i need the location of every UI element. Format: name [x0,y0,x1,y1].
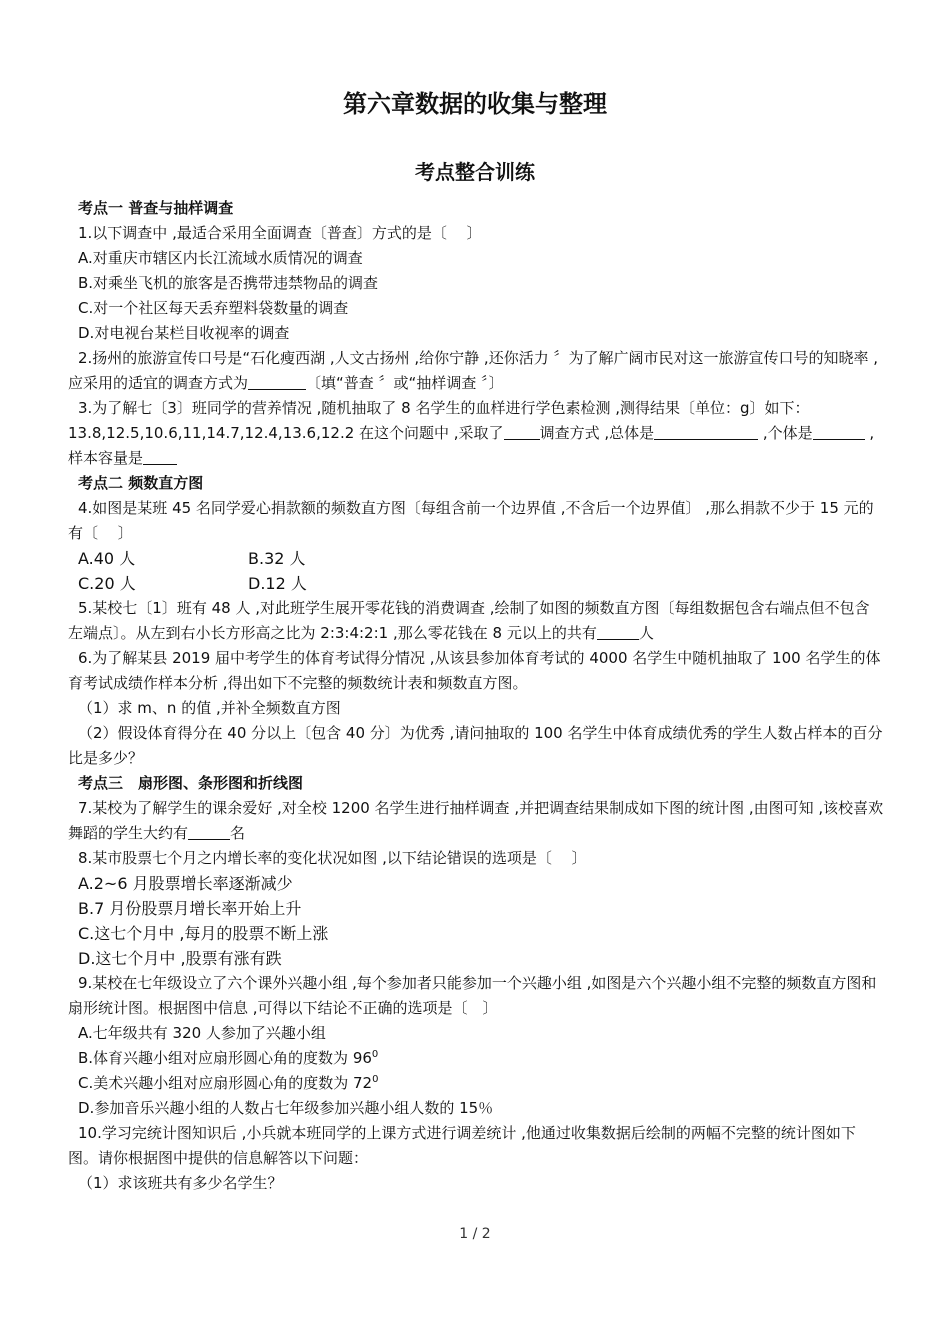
question-8-stem: 8.某市股票七个月之内增长率的变化状况如图 ,以下结论错误的选项是〔 〕 [78,849,587,867]
question-9-option-c [68,1071,884,1096]
question-1-option-a: A.对重庆市辖区内长江流域水质情况的调查 [78,249,363,267]
question-5-text: 5.某校七〔1〕班有 48 人 ,对此班学生展开零花钱的消费调查 ,绘制了如图的频数直方图〔每组数据包含右端点但不包含左端点〕。从左到右小长方形高之比为 2:3:4:2:1 ,那么零花钱在 8 元以上的共有 [68,599,870,642]
question-8-option-b: B.7 月份股票月增长率开始上升 [78,899,302,918]
question-9-option-a: A.七年级共有 320 人参加了兴趣小组 [78,1024,326,1042]
question-9-option-b-text: B.体育兴趣小组对应扇形圆心角的度数为 96 [78,1049,372,1067]
question-9-option-d: D.参加音乐兴趣小组的人数占七年级参加兴趣小组人数的 15％ [78,1099,494,1117]
page-subtitle: 考点整合训练 [415,160,535,184]
page-title: 第六章数据的收集与整理 [343,90,607,118]
degree-superscript: 0 [371,1049,379,1060]
question-10-sub-1: （1）求该班共有多少名学生？ [78,1174,283,1192]
question-4-option-d: D.12 人 [248,574,307,593]
question-10-stem: 10.学习完统计图知识后 ,小兵就本班同学的上课方式进行调差统计 ,他通过收集数据后绘制的两幅不完整的统计图如下图。请你根据图中提供的信息解答以下问题： [68,1124,856,1167]
question-2-text-end: 〔填“普查 〞或“抽样调查 〞〕 [306,374,504,392]
question-7-text: 7.某校为了解学生的课余爱好 ,对全校 1200 名学生进行抽样调查 ,并把调查结果制成如下图的统计图 ,由图可知 ,该校喜欢舞蹈的学生大约有 [68,799,884,842]
question-1-stem: 1.以下调查中 ,最适合采用全面调查〔普查〕方式的是〔 〕 [78,224,482,242]
question-1-option-b: B.对乘坐飞机的旅客是否携带违禁物品的调查 [78,274,379,292]
answer-blank[interactable] [188,823,230,840]
answer-blank[interactable] [654,423,758,440]
section-heading-2: 考点二 频数直方图 [78,474,204,492]
question-4-option-a: A.40 人 [78,549,136,568]
question-9-option-c-text: C.美术兴趣小组对应扇形圆心角的度数为 72 [78,1074,373,1092]
question-4-option-b: B.32 人 [248,549,306,568]
answer-blank[interactable] [143,448,177,465]
degree-superscript: 0 [372,1074,379,1085]
question-6-sub-2: （2）假设体育得分在 40 分以上〔包含 40 分〕为优秀 ,请问抽取的 100 名学生中体育成绩优秀的学生人数占样本的百分比是多少？ [68,724,883,767]
question-3 [68,396,884,471]
question-4-options-row-2 [68,571,884,596]
question-8-option-a: A.2~6 月股票增长率逐渐减少 [78,874,293,893]
question-7-text-end: 名 [230,824,246,842]
answer-blank[interactable] [504,423,540,440]
question-4-option-c: C.20 人 [78,574,136,593]
page-number: 1 / 2 [459,1226,491,1242]
question-5-text-end: 人 [638,624,654,642]
question-2 [68,346,884,396]
question-8-option-d: D.这七个月中 ,股票有涨有跌 [78,949,282,968]
answer-blank[interactable] [813,423,865,440]
question-3-text-2: 调查方式 ,总体是 [539,424,655,442]
question-5 [68,596,884,646]
question-4-options-row-1 [68,546,884,571]
question-4-stem: 4.如图是某班 45 名同学爱心捐款额的频数直方图〔每组含前一个边界值 ,不含后一个边界值〕 ,那么捐款不少于 15 元的有〔 〕 [68,499,874,542]
section-heading-3: 考点三 扇形图、条形图和折线图 [78,774,304,792]
question-9-option-b [68,1046,884,1071]
question-6-stem: 6.为了解某县 2019 届中考学生的体育考试得分情况 ,从该县参加体育考试的 4000 名学生中随机抽取了 100 名学生的体育考试成绩作样本分析 ,得出如下不完整的频数统计表和频数直方图。 [68,649,881,692]
question-1-option-d: D.对电视台某栏目收视率的调查 [78,324,290,342]
question-1-option-c: C.对一个社区每天丢弃塑料袋数量的调查 [78,299,349,317]
question-3-text-3: ,个体是 [758,424,813,442]
answer-blank[interactable] [597,623,639,640]
question-9-stem: 9.某校在七年级设立了六个课外兴趣小组 ,每个参加者只能参加一个兴趣小组 ,如图是六个兴趣小组不完整的频数直方图和扇形统计图。根据图中信息 ,可得以下结论不正确的选项是〔 〕 [68,974,877,1017]
answer-blank[interactable] [248,373,306,390]
section-heading-1: 考点一 普查与抽样调查 [78,199,234,217]
question-6-sub-1: （1）求 m、n 的值 ,并补全频数直方图 [78,699,341,717]
question-7 [68,796,884,846]
document-body [68,196,884,1196]
question-3-text: 3.为了解七〔3〕班同学的营养情况 ,随机抽取了 8 名学生的血样进行学色素检测 ,测得结果〔单位：g〕如下：13.8,12.5,10.6,11,14.7,12.4,13.6,12.2 在这个问题中 ,采取了 [68,399,810,442]
question-8-option-c: C.这七个月中 ,每月的股票不断上涨 [78,924,329,943]
question-2-text: 2.扬州的旅游宣传口号是“石化瘦西湖 ,人文古扬州 ,给你宁静 ,还你活力 〞为了解广阔市民对这一旅游宣传口号的知晓率 ,应采用的适宜的调查方式为 [68,349,879,392]
question-3-text-4: ,样本容量是 [68,424,875,467]
